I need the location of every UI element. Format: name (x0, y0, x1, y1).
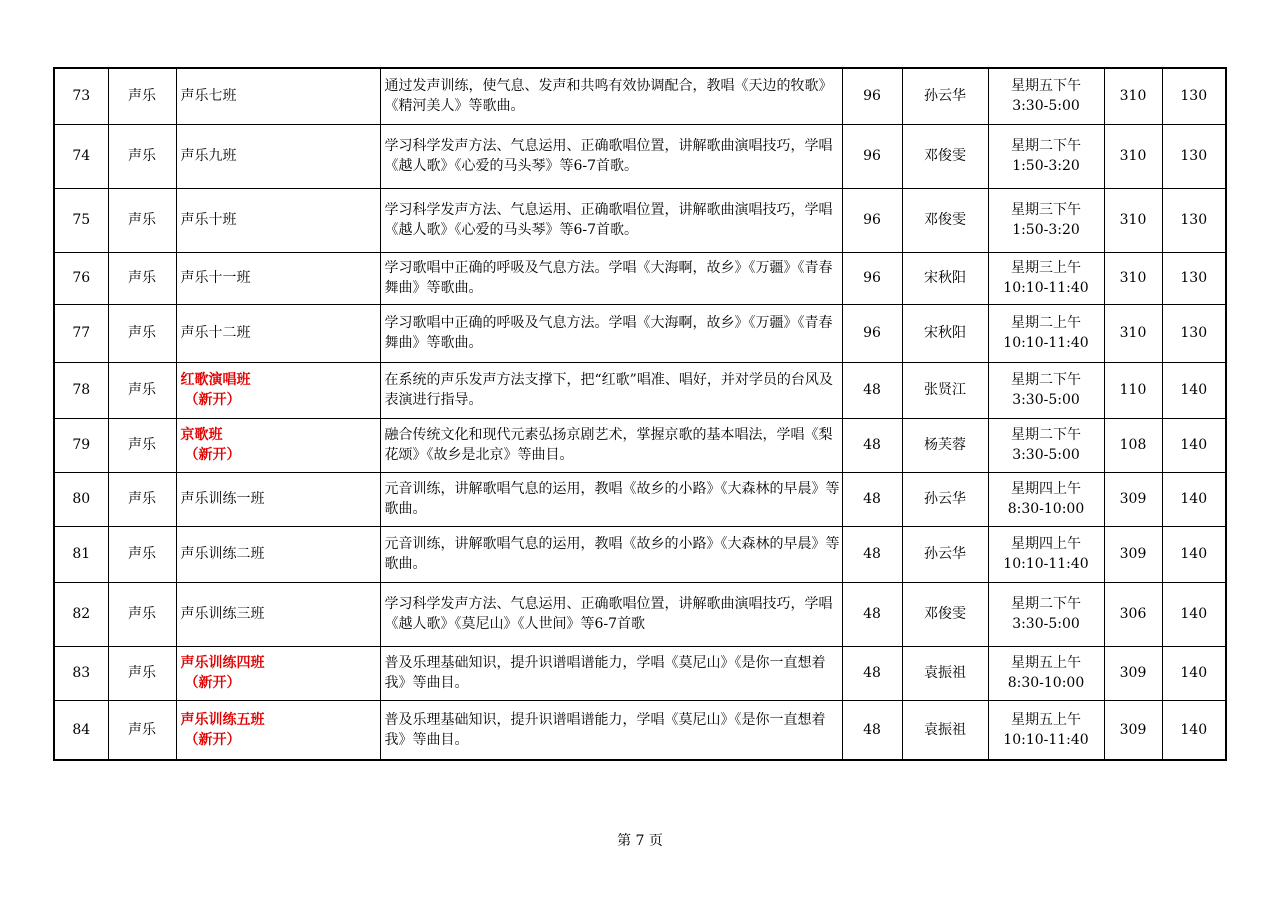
teacher-cell: 孙云华 (902, 68, 988, 124)
schedule-time: 3:30-5:00 (1012, 447, 1080, 463)
new-class-badge: （新开） (184, 675, 241, 691)
class-name-cell (176, 418, 380, 472)
table-row (54, 582, 1226, 646)
row-number-cell: 75 (54, 188, 108, 252)
schedule-time: 1:50-3:20 (1012, 222, 1080, 238)
schedule-day: 星期五上午 (1011, 711, 1081, 728)
category-cell: 声乐 (108, 646, 176, 700)
category-cell: 声乐 (108, 304, 176, 362)
class-name: 声乐训练三班 (180, 606, 265, 622)
class-name: 声乐九班 (180, 148, 237, 164)
category-cell: 声乐 (108, 418, 176, 472)
row-number-cell: 78 (54, 362, 108, 418)
row-number-cell: 77 (54, 304, 108, 362)
hours-cell: 48 (842, 700, 902, 760)
schedule-cell (988, 646, 1104, 700)
description-cell: 元音训练，讲解歌唱气息的运用，教唱《故乡的小路》《大森林的早晨》等歌曲。 (380, 526, 842, 582)
room-cell: 309 (1104, 700, 1162, 760)
table-row (54, 526, 1226, 582)
hours-cell: 96 (842, 304, 902, 362)
fee-cell: 130 (1162, 68, 1226, 124)
row-number-cell: 74 (54, 124, 108, 188)
room-cell: 309 (1104, 646, 1162, 700)
teacher-cell: 孙云华 (902, 472, 988, 526)
class-name: 声乐训练一班 (180, 491, 265, 507)
schedule-day: 星期五上午 (1011, 655, 1081, 671)
hours-cell: 96 (842, 68, 902, 124)
class-name: 京歌班 (180, 427, 223, 443)
row-number-cell: 83 (54, 646, 108, 700)
schedule-time: 10:10-11:40 (1003, 280, 1089, 296)
table-row (54, 700, 1226, 760)
teacher-cell: 宋秋阳 (902, 252, 988, 304)
class-name: 声乐训练四班 (180, 655, 265, 671)
row-number-cell: 76 (54, 252, 108, 304)
schedule-cell (988, 188, 1104, 252)
class-name-cell (176, 124, 380, 188)
class-name-cell (176, 700, 380, 760)
schedule-time: 10:10-11:40 (1003, 335, 1089, 351)
hours-cell: 48 (842, 472, 902, 526)
page-number: 第 7 页 (617, 833, 663, 849)
new-class-badge: （新开） (184, 731, 241, 748)
fee-cell: 140 (1162, 418, 1226, 472)
fee-cell: 130 (1162, 252, 1226, 304)
room-cell: 306 (1104, 582, 1162, 646)
table-row (54, 362, 1226, 418)
class-name-cell (176, 252, 380, 304)
table-row (54, 124, 1226, 188)
fee-cell: 140 (1162, 362, 1226, 418)
course-table (53, 67, 1227, 761)
category-cell: 声乐 (108, 362, 176, 418)
room-cell: 309 (1104, 526, 1162, 582)
fee-cell: 140 (1162, 582, 1226, 646)
description-cell: 融合传统文化和现代元素弘扬京剧艺术，掌握京歌的基本唱法，学唱《梨花颂》《故乡是北京》等曲目。 (380, 418, 842, 472)
row-number-cell: 73 (54, 68, 108, 124)
room-cell: 108 (1104, 418, 1162, 472)
schedule-cell (988, 700, 1104, 760)
schedule-day: 星期二下午 (1011, 372, 1081, 388)
table-row (54, 418, 1226, 472)
hours-cell: 96 (842, 252, 902, 304)
description-cell: 学习科学发声方法、气息运用、正确歌唱位置，讲解歌曲演唱技巧，学唱《越人歌》《心爱的马头琴》等6-7首歌。 (380, 124, 842, 188)
class-name-cell (176, 526, 380, 582)
room-cell: 310 (1104, 68, 1162, 124)
schedule-time: 3:30-5:00 (1012, 98, 1080, 115)
hours-cell: 48 (842, 646, 902, 700)
description-cell: 普及乐理基础知识，提升识谱唱谱能力，学唱《莫尼山》《是你一直想着我》等曲目。 (380, 700, 842, 760)
table-row (54, 188, 1226, 252)
new-class-badge: （新开） (184, 447, 241, 463)
schedule-day: 星期四上午 (1011, 481, 1081, 497)
new-class-badge: （新开） (184, 392, 241, 408)
row-number-cell: 79 (54, 418, 108, 472)
hours-cell: 48 (842, 582, 902, 646)
class-name: 声乐训练二班 (180, 546, 265, 562)
description-cell: 在系统的声乐发声方法支撑下，把“红歌”唱准、唱好，并对学员的台风及表演进行指导。 (380, 362, 842, 418)
category-cell: 声乐 (108, 68, 176, 124)
fee-cell: 140 (1162, 646, 1226, 700)
category-cell: 声乐 (108, 188, 176, 252)
schedule-day: 星期三下午 (1011, 202, 1081, 218)
class-name-cell (176, 582, 380, 646)
table-row (54, 252, 1226, 304)
teacher-cell: 邓俊雯 (902, 582, 988, 646)
class-name-cell (176, 304, 380, 362)
schedule-day: 星期二下午 (1011, 138, 1081, 154)
category-cell: 声乐 (108, 700, 176, 760)
class-name-cell (176, 188, 380, 252)
room-cell: 310 (1104, 304, 1162, 362)
hours-cell: 96 (842, 124, 902, 188)
class-name-cell (176, 362, 380, 418)
description-cell: 通过发声训练，使气息、发声和共鸣有效协调配合，教唱《天边的牧歌》《精河美人》等歌曲。 (380, 68, 842, 124)
schedule-day: 星期二上午 (1011, 315, 1081, 331)
schedule-cell (988, 124, 1104, 188)
fee-cell: 130 (1162, 188, 1226, 252)
schedule-day: 星期五下午 (1011, 78, 1081, 95)
room-cell: 310 (1104, 188, 1162, 252)
schedule-cell (988, 582, 1104, 646)
row-number-cell: 81 (54, 526, 108, 582)
fee-cell: 140 (1162, 700, 1226, 760)
class-name-cell (176, 646, 380, 700)
teacher-cell: 袁振祖 (902, 700, 988, 760)
teacher-cell: 邓俊雯 (902, 124, 988, 188)
schedule-cell (988, 68, 1104, 124)
description-cell: 学习歌唱中正确的呼吸及气息方法。学唱《大海啊，故乡》《万疆》《青春舞曲》等歌曲。 (380, 304, 842, 362)
fee-cell: 130 (1162, 304, 1226, 362)
hours-cell: 48 (842, 526, 902, 582)
schedule-cell (988, 304, 1104, 362)
schedule-time: 8:30-10:00 (1007, 675, 1085, 691)
schedule-time: 3:30-5:00 (1012, 392, 1080, 408)
class-name: 红歌演唱班 (180, 372, 251, 388)
category-cell: 声乐 (108, 526, 176, 582)
row-number-cell: 84 (54, 700, 108, 760)
schedule-time: 8:30-10:00 (1007, 501, 1085, 517)
table-row (54, 304, 1226, 362)
schedule-time: 10:10-11:40 (1003, 556, 1089, 572)
schedule-day: 星期三上午 (1011, 260, 1081, 276)
fee-cell: 130 (1162, 124, 1226, 188)
category-cell: 声乐 (108, 252, 176, 304)
category-cell: 声乐 (108, 472, 176, 526)
schedule-cell (988, 252, 1104, 304)
schedule-cell (988, 472, 1104, 526)
class-name: 声乐七班 (180, 88, 237, 105)
table-row (54, 646, 1226, 700)
description-cell: 学习歌唱中正确的呼吸及气息方法。学唱《大海啊，故乡》《万疆》《青春舞曲》等歌曲。 (380, 252, 842, 304)
table-row (54, 68, 1226, 124)
description-cell: 普及乐理基础知识，提升识谱唱谱能力，学唱《莫尼山》《是你一直想着我》等曲目。 (380, 646, 842, 700)
room-cell: 310 (1104, 252, 1162, 304)
teacher-cell: 邓俊雯 (902, 188, 988, 252)
teacher-cell: 张贤江 (902, 362, 988, 418)
schedule-time: 10:10-11:40 (1003, 731, 1089, 748)
description-cell: 学习科学发声方法、气息运用、正确歌唱位置，讲解歌曲演唱技巧，学唱《越人歌》《莫尼山》《人世间》等6-7首歌 (380, 582, 842, 646)
row-number-cell: 82 (54, 582, 108, 646)
hours-cell: 96 (842, 188, 902, 252)
description-cell: 元音训练，讲解歌唱气息的运用，教唱《故乡的小路》《大森林的早晨》等歌曲。 (380, 472, 842, 526)
schedule-cell (988, 526, 1104, 582)
room-cell: 310 (1104, 124, 1162, 188)
fee-cell: 140 (1162, 526, 1226, 582)
class-name-cell (176, 68, 380, 124)
room-cell: 309 (1104, 472, 1162, 526)
schedule-day: 星期二下午 (1011, 427, 1081, 443)
schedule-day: 星期四上午 (1011, 536, 1081, 552)
class-name: 声乐十一班 (180, 270, 251, 286)
teacher-cell: 杨芙蓉 (902, 418, 988, 472)
teacher-cell: 孙云华 (902, 526, 988, 582)
category-cell: 声乐 (108, 582, 176, 646)
hours-cell: 48 (842, 418, 902, 472)
table-row (54, 472, 1226, 526)
schedule-day: 星期二下午 (1011, 596, 1081, 612)
schedule-cell (988, 362, 1104, 418)
schedule-time: 3:30-5:00 (1012, 616, 1080, 632)
class-name: 声乐十班 (180, 212, 237, 228)
fee-cell: 140 (1162, 472, 1226, 526)
schedule-time: 1:50-3:20 (1012, 158, 1080, 174)
teacher-cell: 宋秋阳 (902, 304, 988, 362)
schedule-cell (988, 418, 1104, 472)
class-name-cell (176, 472, 380, 526)
category-cell: 声乐 (108, 124, 176, 188)
description-cell: 学习科学发声方法、气息运用、正确歌唱位置，讲解歌曲演唱技巧，学唱《越人歌》《心爱的马头琴》等6-7首歌。 (380, 188, 842, 252)
class-name: 声乐十二班 (180, 325, 251, 341)
row-number-cell: 80 (54, 472, 108, 526)
class-name: 声乐训练五班 (180, 711, 265, 728)
teacher-cell: 袁振祖 (902, 646, 988, 700)
room-cell: 110 (1104, 362, 1162, 418)
hours-cell: 48 (842, 362, 902, 418)
